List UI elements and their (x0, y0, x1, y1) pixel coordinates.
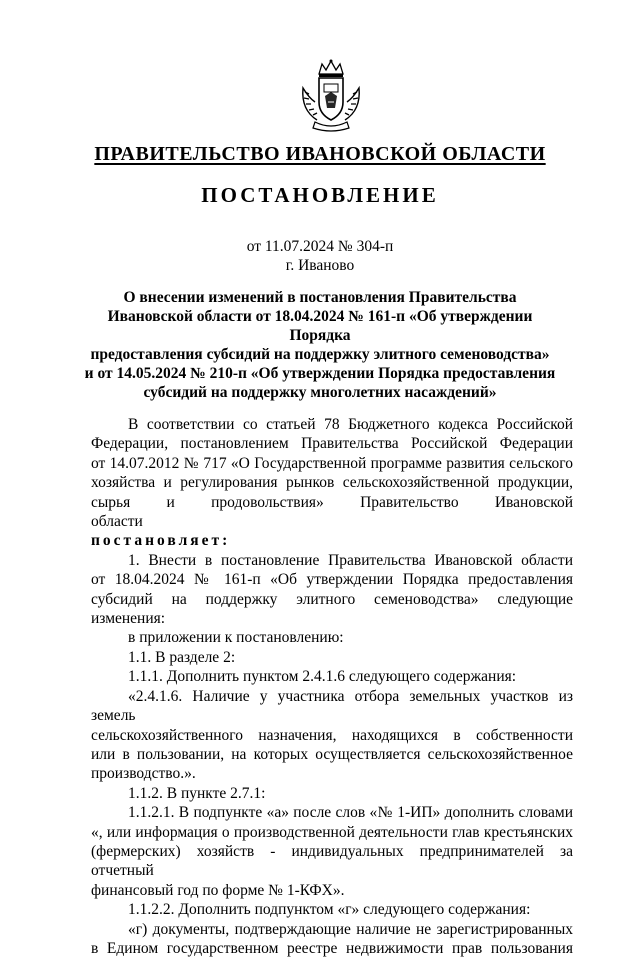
paragraph-2416-line: производство.». (91, 765, 196, 783)
document-type: ПОСТАНОВЛЕНИЕ (201, 183, 439, 207)
title-line: Ивановской области от 18.04.2024 № 161-п «Об утверждении Порядка (107, 308, 533, 344)
paragraph-2416-line: «2.4.1.6. Наличие у участника отбора земельных участков из земель (91, 687, 573, 725)
in-appendix: в приложении к постановлению: (128, 629, 344, 647)
body-line: от 14.07.2012 № 717 «О Государственной программе развития сельского (91, 454, 573, 472)
section-1-1-2-1-line: «, или информация о производственной деятельности глав крестьянских (91, 823, 573, 841)
item-1-line: 1. Внести в постановление Правительства Ивановской области (128, 551, 573, 569)
subitem-g-line: в Едином государственном реестре недвижимости прав пользования (91, 939, 573, 957)
title-line: О внесении изменений в постановления Правительства (123, 289, 517, 306)
section-1-1-2: 1.1.2. В пункте 2.7.1: (128, 784, 266, 802)
title-line: субсидий на поддержку многолетних насаждений» (143, 384, 497, 401)
city: г. Иваново (285, 257, 355, 274)
subitem-g-line: «г) документы, подтверждающие наличие не зарегистрированных (128, 920, 573, 938)
preamble (91, 415, 573, 551)
coat-of-arms-icon (295, 58, 367, 134)
section-1-1: 1.1. В разделе 2: (128, 648, 236, 666)
body-line: сырья и продовольствия» Правительство Ивановской области (91, 493, 573, 531)
body-line: хозяйства и регулирования рынков сельскохозяйственной продукции, (91, 474, 573, 492)
section-1-1-2-1-line: 1.1.2.1. В подпункте «а» после слов «№ 1-ИП» дополнить словами (128, 804, 573, 822)
document-body (91, 415, 573, 958)
organization-name: ПРАВИТЕЛЬСТВО ИВАНОВСКОЙ ОБЛАСТИ (94, 143, 546, 165)
title-line: предоставления субсидий на поддержку элитного семеноводства» (90, 346, 550, 363)
section-1-1-2-2: 1.1.2.2. Дополнить подпунктом «г» следующего содержания: (128, 901, 531, 919)
date-number: от 11.07.2024 № 304-п (246, 238, 394, 255)
section-1-1-2-1-line: (фермерских) хозяйств - индивидуальных предпринимателей за отчетный (91, 842, 573, 880)
document-meta (60, 237, 580, 275)
body-line: В соответствии со статьей 78 Бюджетного кодекса Российской (128, 416, 573, 433)
section-1-1-2-1-line: финансовый год по форме № 1-КФХ». (91, 881, 345, 899)
title-line: и от 14.05.2024 № 210-п «Об утверждении Порядка предоставления (84, 365, 556, 382)
paragraph-2416-line: или в пользовании, на которых осуществляется сельскохозяйственное (91, 745, 573, 763)
section-1-1-1: 1.1.1. Дополнить пунктом 2.4.1.6 следующего содержания: (128, 668, 517, 686)
paragraph-2416-line: сельскохозяйственного назначения, находящихся в собственности (91, 726, 573, 744)
body-line: Федерации, постановлением Правительства Российской Федерации (91, 435, 573, 453)
resolves-word: постановляет: (91, 532, 231, 550)
item-1-line: от 18.04.2024 № 161-п «Об утверждении Порядка предоставления (91, 571, 573, 589)
item-1-line: субсидий на поддержку элитного семеноводства» следующие изменения: (91, 590, 573, 628)
document-title (80, 288, 560, 402)
